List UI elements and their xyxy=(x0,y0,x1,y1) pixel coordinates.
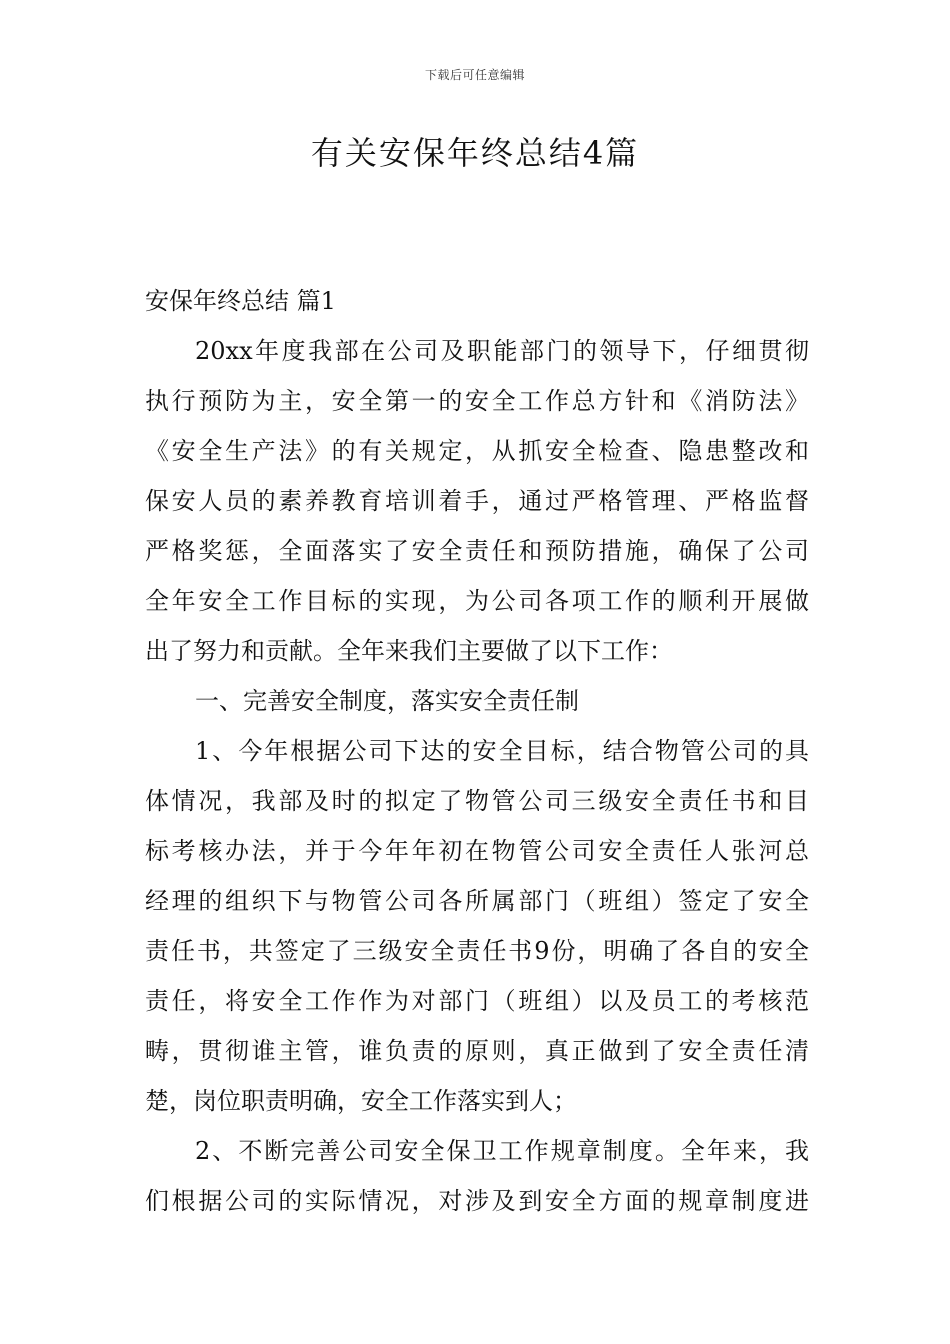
subsection-heading: 一、完善安全制度，落实安全责任制 xyxy=(195,687,579,715)
paragraph-line: 畴，贯彻谁主管，谁负责的原则，真正做到了安全责任清 xyxy=(145,1037,809,1065)
paragraph-line: 们根据公司的实际情况，对涉及到安全方面的规章制度进 xyxy=(145,1187,809,1215)
paragraph-line: 责任，将安全工作作为对部门（班组）以及员工的考核范 xyxy=(145,987,809,1015)
document-body xyxy=(145,276,809,1226)
paragraph-line: 2、不断完善公司安全保卫工作规章制度。全年来，我 xyxy=(195,1137,809,1165)
paragraph-line: 标考核办法，并于今年年初在物管公司安全责任人张河总 xyxy=(145,837,809,865)
paragraph-line: 责任书，共签定了三级安全责任书9份，明确了各自的安全 xyxy=(145,937,809,965)
paragraph-line: 《安全生产法》的有关规定，从抓安全检查、隐患整改和 xyxy=(145,437,809,465)
document-title: 有关安保年终总结4篇 xyxy=(310,134,640,172)
section-heading: 安保年终总结 篇1 xyxy=(145,287,336,315)
paragraph-line: 严格奖惩，全面落实了安全责任和预防措施，确保了公司 xyxy=(145,537,809,565)
paragraph-line: 保安人员的素养教育培训着手，通过严格管理、严格监督 xyxy=(145,487,809,515)
paragraph-line: 执行预防为主，安全第一的安全工作总方针和《消防法》 xyxy=(145,387,809,415)
paragraph-line: 经理的组织下与物管公司各所属部门（班组）签定了安全 xyxy=(145,887,809,915)
paragraph-line: 20xx年度我部在公司及职能部门的领导下，仔细贯彻 xyxy=(195,337,809,365)
paragraph-line: 全年安全工作目标的实现，为公司各项工作的顺利开展做 xyxy=(145,587,809,615)
header-note: 下载后可任意编辑 xyxy=(424,68,525,82)
paragraph-line: 体情况，我部及时的拟定了物管公司三级安全责任书和目 xyxy=(145,787,809,815)
paragraph-line: 出了努力和贡献。全年来我们主要做了以下工作： xyxy=(145,637,673,665)
paragraph-line: 楚，岗位职责明确，安全工作落实到人； xyxy=(145,1087,577,1115)
paragraph-line: 1、今年根据公司下达的安全目标，结合物管公司的具 xyxy=(195,737,809,765)
